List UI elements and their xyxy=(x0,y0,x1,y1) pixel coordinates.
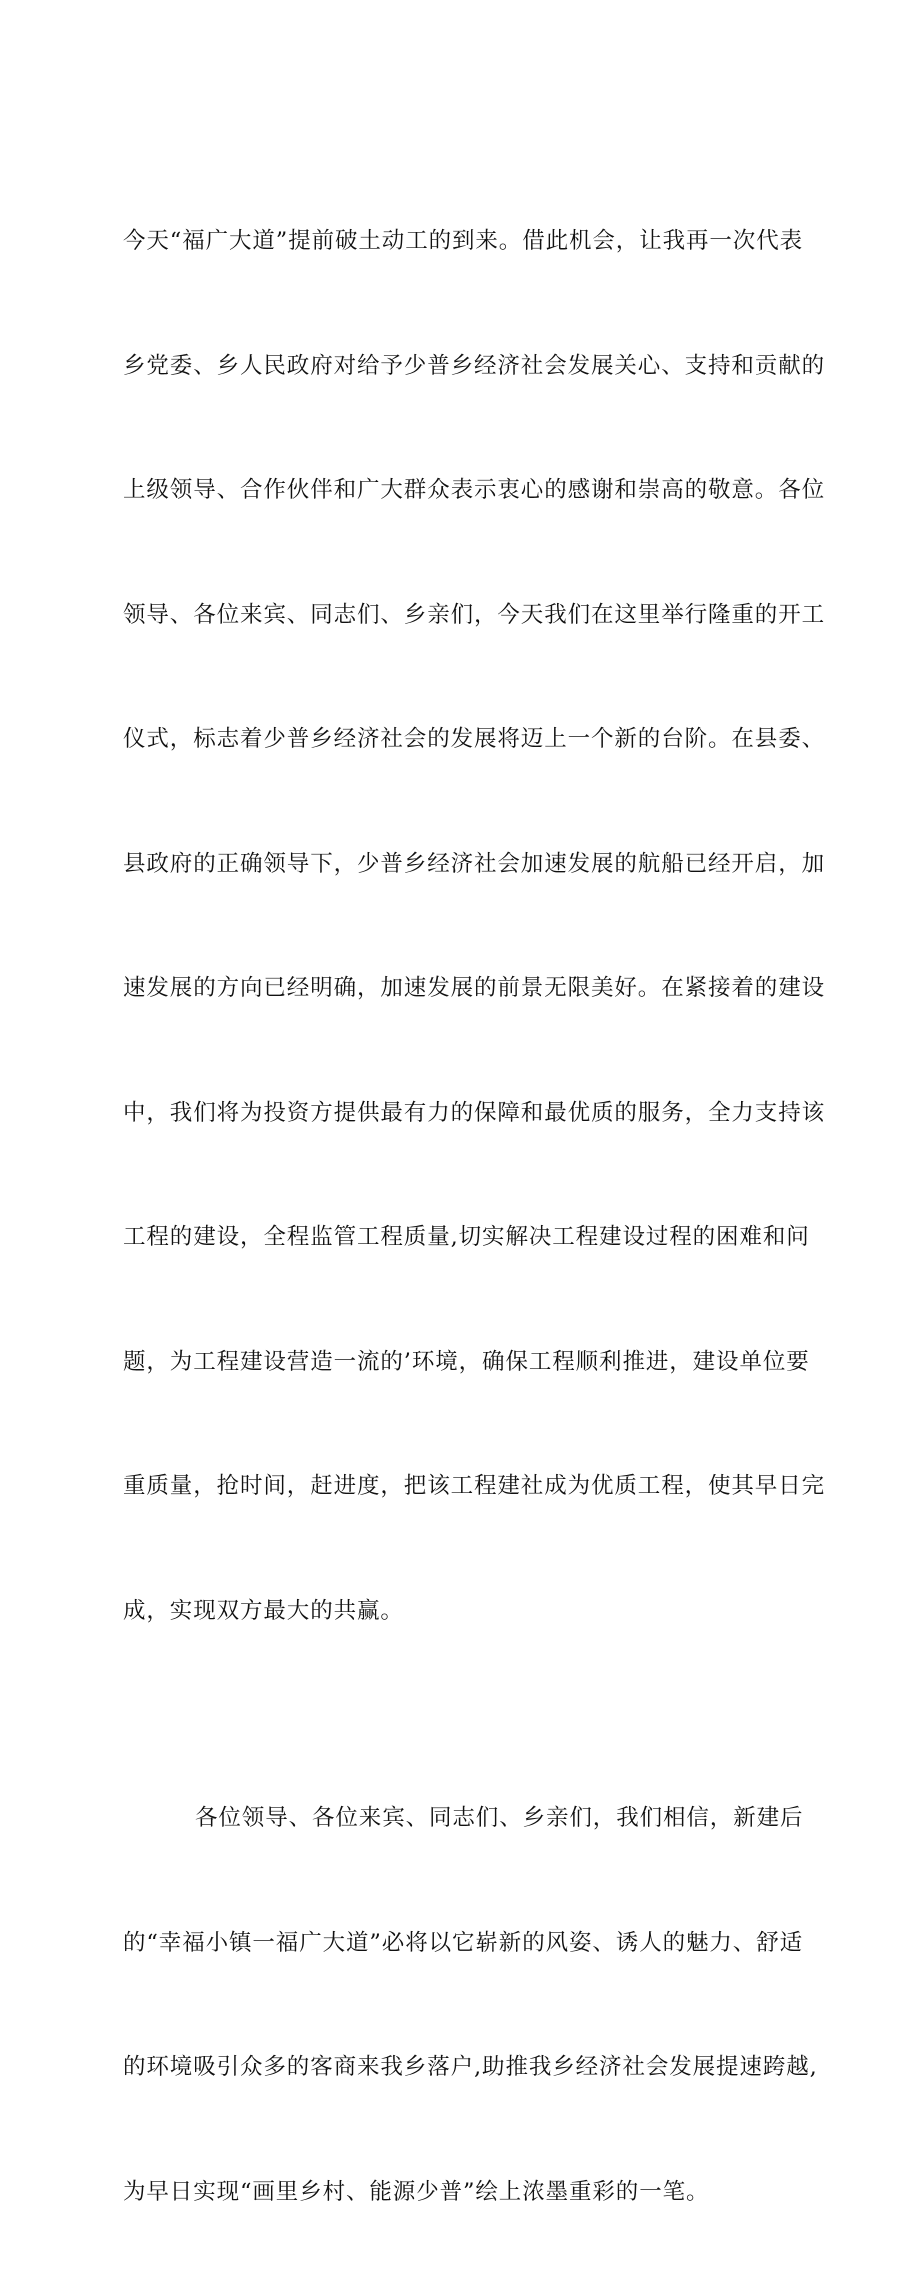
text-line: 仪式，标志着少普乡经济社会的发展将迈上一个新的台阶。在县委、 xyxy=(123,726,826,752)
text-line: 各位领导、各位来宾、同志们、乡亲们，我们相信，新建后 xyxy=(195,1805,804,1831)
paragraph-1 xyxy=(123,138,826,1715)
text-line: 工程的建设，全程监管工程质量,切实解决工程建设过程的困难和问 xyxy=(123,1224,810,1250)
text-line: 速发展的方向已经明确，加速发展的前景无限美好。在紧接着的建设 xyxy=(123,975,826,1001)
text-line: 乡党委、乡人民政府对给予少普乡经济社会发展关心、支持和贡献的 xyxy=(123,352,826,379)
document-body xyxy=(123,138,826,2296)
text-line: 重质量，抢时间，赶进度，把该工程建社成为优质工程，使其早日完 xyxy=(123,1473,826,1499)
text-line: 县政府的正确领导下，少普乡经济社会加速发展的航船已经开启，加 xyxy=(123,850,826,877)
text-line: 成，实现双方最大的共赢。 xyxy=(123,1597,404,1624)
text-line: 中，我们将为投资方提供最有力的保障和最优质的服务，全力支持该 xyxy=(123,1099,826,1126)
text-line: 为早日实现“画里乡村、能源少普”绘上浓墨重彩的一笔。 xyxy=(123,2178,710,2205)
text-line: 题，为工程建设营造一流的’环境，确保工程顺利推进，建设单位要 xyxy=(123,1348,810,1375)
text-line: 今天“福广大道”提前破土动工的到来。借此机会，让我再一次代表 xyxy=(123,228,804,254)
text-line: 领导、各位来宾、同志们、乡亲们，今天我们在这里举行隆重的开工 xyxy=(123,601,826,628)
paragraph-2 xyxy=(123,1715,823,2296)
text-line: 上级领导、合作伙伴和广大群众表示衷心的感谢和崇高的敬意。各位 xyxy=(123,477,826,503)
text-line: 的环境吸引众多的客商来我乡落户,助推我乡经济社会发展提速跨越, xyxy=(123,2054,818,2080)
text-line: 的“幸福小镇一福广大道”必将以它崭新的风姿、诱人的魅力、舒适 xyxy=(123,1929,804,1956)
